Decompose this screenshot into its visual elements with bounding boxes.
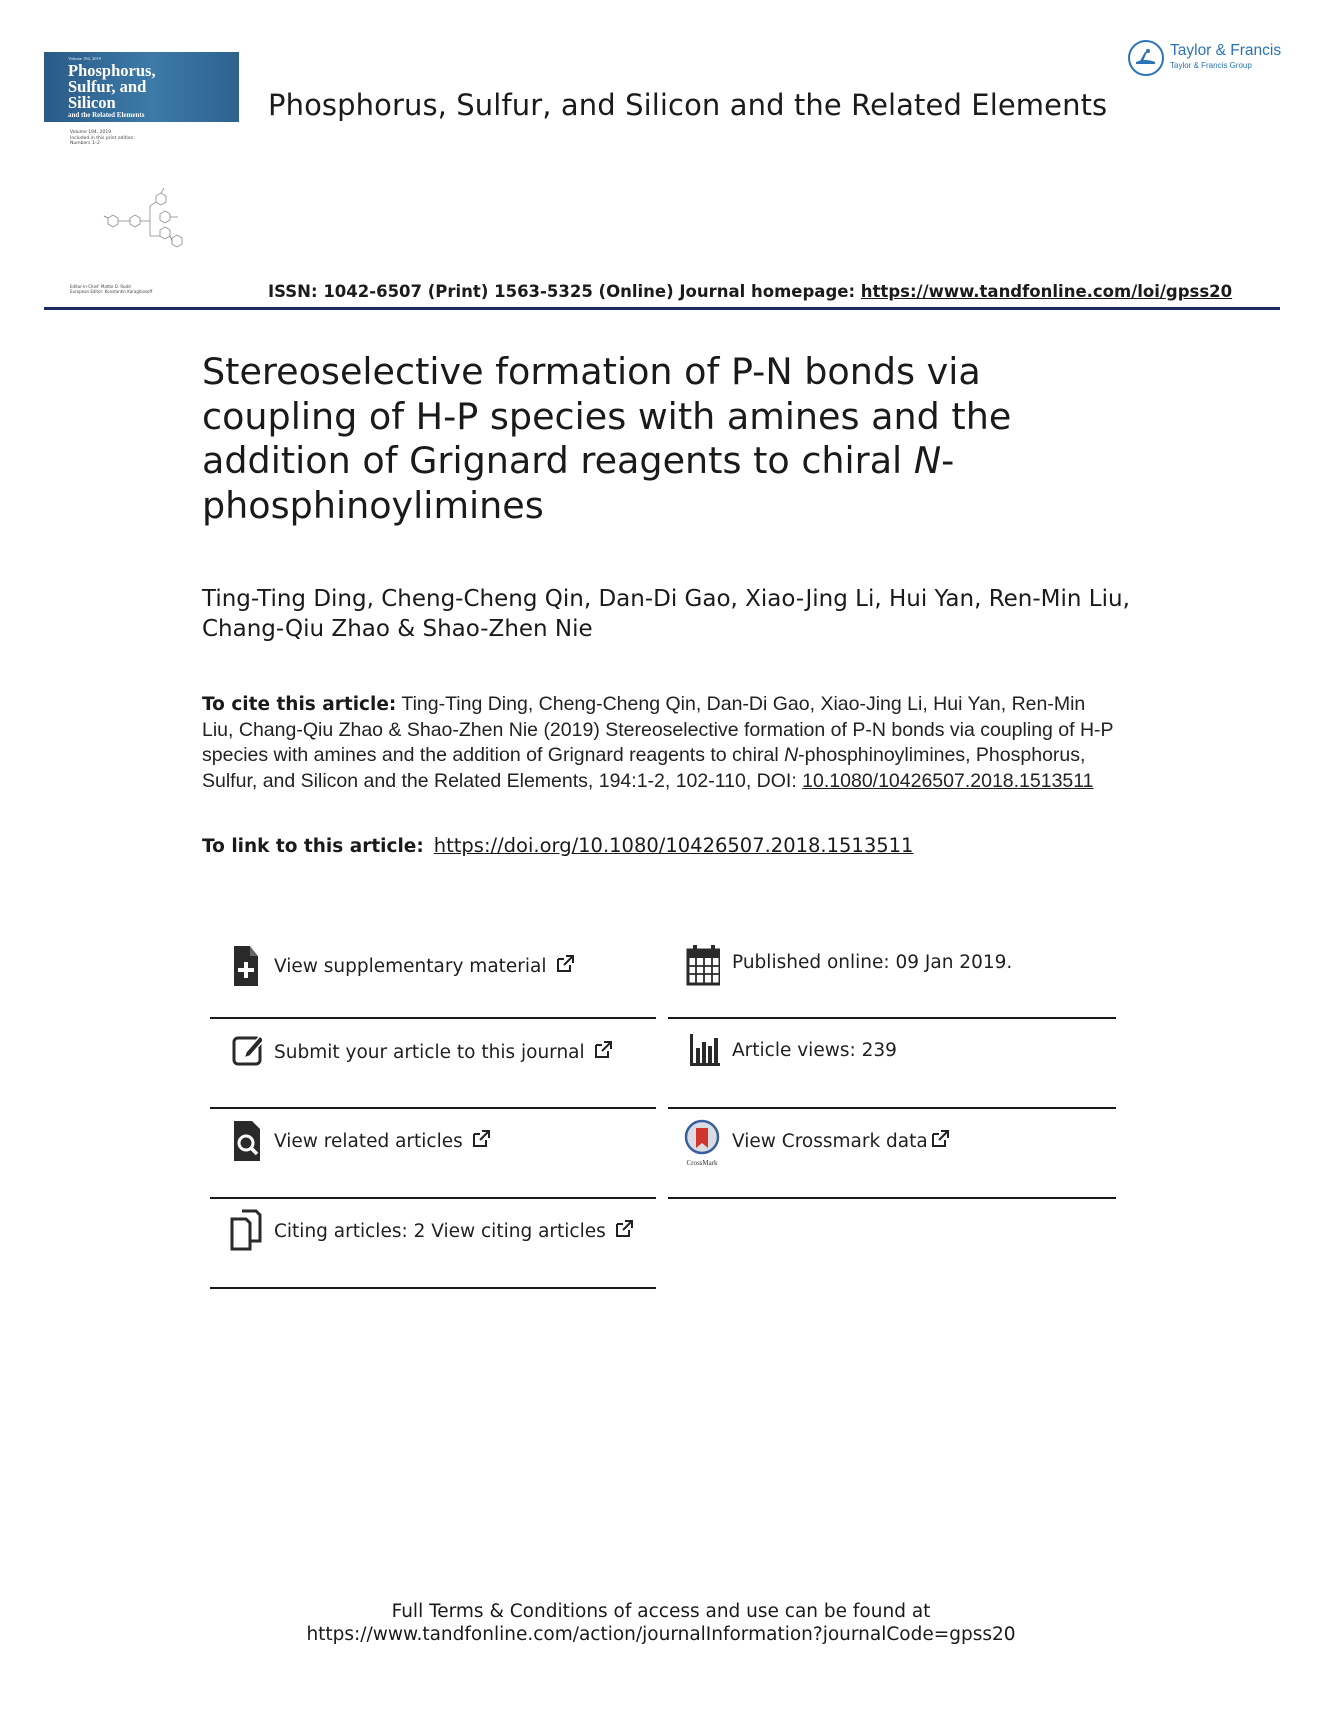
journal-cover xyxy=(44,52,239,302)
cover-title-line2: Sulfur, and xyxy=(68,77,147,96)
cover-info-line: Numbers 1–2 xyxy=(70,141,100,146)
article-views-label: Article views: 239 xyxy=(732,1040,897,1061)
related-articles-item[interactable] xyxy=(210,1119,656,1199)
cover-subtitle: and the Related Elements xyxy=(68,111,145,119)
molecule-illustration-icon xyxy=(96,186,186,250)
cover-band xyxy=(44,52,239,122)
issn-text: ISSN: 1042-6507 (Print) 1563-5325 (Online) Journal homepage: xyxy=(268,282,861,301)
publisher-logo[interactable] xyxy=(1128,40,1286,78)
edit-icon xyxy=(220,1030,262,1074)
cover-title-line3: Silicon xyxy=(68,93,116,112)
cover-editors xyxy=(70,284,220,294)
submit-article-label: Submit your article to this journal xyxy=(274,1042,585,1063)
submit-article-item[interactable] xyxy=(210,1030,656,1109)
article-views-item xyxy=(668,1030,1116,1109)
journal-homepage-link[interactable]: https://www.tandfonline.com/loi/gpss20 xyxy=(860,282,1233,301)
cover-info-line: Volume 194, 2019 xyxy=(70,130,112,135)
publisher-name: Taylor & Francis xyxy=(1170,42,1282,59)
citation-block xyxy=(202,692,1122,794)
footer xyxy=(0,1600,1322,1646)
footer-url[interactable]: https://www.tandfonline.com/action/journalInformation?journalCode=gpss20 xyxy=(306,1624,1016,1645)
doi-link[interactable]: 10.1080/10426507.2018.1513511 xyxy=(802,769,1094,792)
copy-documents-icon xyxy=(220,1209,262,1253)
citation-text: Ting-Ting Ding, Cheng-Cheng Qin, Dan-Di Gao, Xiao-Jing Li, Hui Yan, Ren-Min Liu, Chang-Qiu Zhao & Shao-Zhen Nie (2019) Stereoselective formation of P-N bonds via coupling of H-P species with amines and the addition of Grignard reagents to chiral xyxy=(202,693,1114,766)
article-authors: Ting-Ting Ding, Cheng-Cheng Qin, Dan-Di Gao, Xiao-Jing Li, Hui Yan, Ren-Min Liu, Chang-Qiu Zhao & Shao-Zhen Nie xyxy=(202,586,1130,642)
related-articles-link[interactable] xyxy=(274,1129,491,1152)
crossmark-item[interactable] xyxy=(668,1119,1116,1199)
footer-terms: Full Terms & Conditions of access and use can be found at xyxy=(391,1601,931,1622)
supplementary-material-item[interactable] xyxy=(210,944,656,1019)
cover-info xyxy=(70,130,135,147)
divider xyxy=(210,1197,656,1199)
external-link-icon xyxy=(593,1040,613,1060)
supplementary-material-label: View supplementary material xyxy=(274,956,547,977)
published-online-item xyxy=(668,940,1116,1019)
citing-articles-link[interactable] xyxy=(274,1219,634,1242)
header-divider xyxy=(44,307,1280,310)
submit-article-link[interactable] xyxy=(274,1040,613,1063)
article-title-end: -phosphinoylimines xyxy=(202,439,955,527)
divider xyxy=(210,1017,656,1019)
external-link-icon xyxy=(555,954,575,974)
file-plus-icon xyxy=(220,944,262,988)
external-link-icon xyxy=(614,1219,634,1239)
cover-editor-line: European Editor: Konstantin Karaghiosoff xyxy=(70,289,153,294)
journal-name: Phosphorus, Sulfur, and Silicon and the Related Elements xyxy=(268,88,1108,122)
crossmark-link[interactable] xyxy=(732,1129,950,1152)
citation-italic: N xyxy=(784,744,799,766)
related-articles-label: View related articles xyxy=(274,1131,463,1152)
publisher-logo-icon xyxy=(1128,40,1164,76)
external-link-icon xyxy=(471,1129,491,1149)
external-link-icon xyxy=(930,1129,950,1149)
cover-volume-top: Volume 194, 2019 xyxy=(68,56,102,61)
citation-label: To cite this article: xyxy=(202,694,397,715)
article-link-line xyxy=(202,834,913,857)
crossmark-icon xyxy=(678,1119,720,1169)
article-title xyxy=(202,350,1132,528)
divider xyxy=(210,1287,656,1289)
crossmark-caption: CrossMark xyxy=(686,1159,718,1167)
article-title-main: Stereoselective formation of P-N bonds via coupling of H-P species with amines and the addition of Grignard reagents to chiral xyxy=(202,350,1012,482)
crossmark-label: View Crossmark data xyxy=(732,1131,928,1152)
issn-line xyxy=(268,282,1232,301)
published-online-label: Published online: 09 Jan 2019. xyxy=(732,952,1013,973)
search-document-icon xyxy=(220,1119,262,1163)
publisher-group: Taylor & Francis Group xyxy=(1170,61,1252,70)
cover-editor-line: Editor-in-Chief: Mattie D. Rudd xyxy=(70,284,131,289)
divider xyxy=(668,1107,1116,1109)
cover-title-line1: Phosphorus, xyxy=(68,61,156,80)
divider xyxy=(668,1017,1116,1019)
divider xyxy=(210,1107,656,1109)
citation-text-end: -phosphinoylimines, Phosphorus, Sulfur, and Silicon and the Related Elements, 194:1-2, 102-110, DOI: xyxy=(202,744,1086,792)
cover-info-line: Included in this print edition: xyxy=(70,135,135,141)
citing-articles-item[interactable] xyxy=(210,1209,656,1289)
article-doi-url[interactable]: https://doi.org/10.1080/10426507.2018.1513511 xyxy=(433,834,914,857)
calendar-icon xyxy=(678,944,720,988)
supplementary-material-link[interactable] xyxy=(274,954,575,977)
citing-articles-label: Citing articles: 2 View citing articles xyxy=(274,1221,606,1242)
article-link-label: To link to this article: xyxy=(202,836,424,857)
divider xyxy=(668,1197,1116,1199)
bar-chart-icon xyxy=(678,1030,720,1074)
article-title-italic: N xyxy=(913,439,942,482)
